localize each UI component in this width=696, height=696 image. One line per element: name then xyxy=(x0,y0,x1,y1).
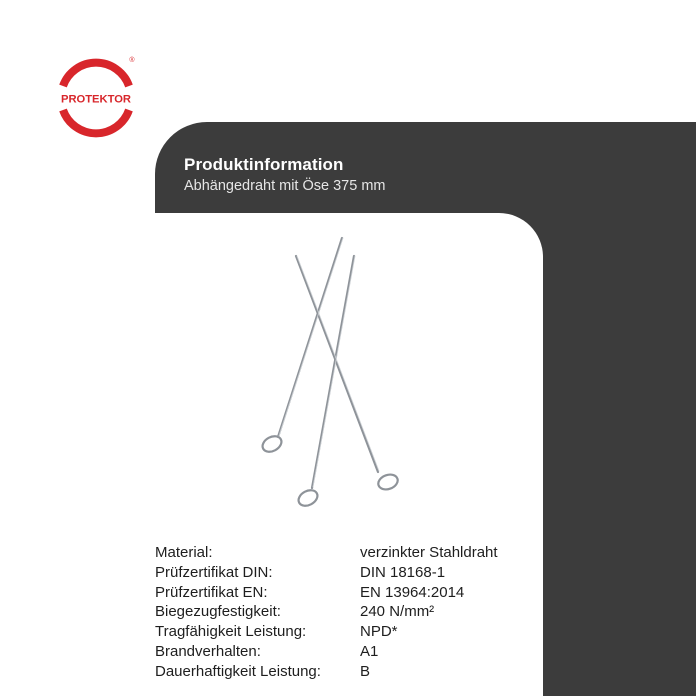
spec-value: verzinkter Stahldraht xyxy=(360,544,498,561)
spec-value: 240 N/mm² xyxy=(360,603,435,621)
registered-mark: ® xyxy=(129,57,135,64)
spec-row xyxy=(155,622,498,642)
product-name: Abhängedraht mit Öse 375 mm xyxy=(184,178,386,194)
spec-value: DIN 18168-1 xyxy=(360,563,446,581)
page-title: Produktinformation xyxy=(184,155,344,174)
spec-row xyxy=(155,662,498,682)
spec-row xyxy=(155,583,498,603)
spec-value: B xyxy=(360,662,371,680)
logo-text: PROTEKTOR xyxy=(60,93,132,106)
spec-value: A1 xyxy=(360,642,379,660)
protektor-logo xyxy=(50,52,142,144)
spec-label: Dauerhaftigkeit Leistung: xyxy=(155,662,321,680)
spec-label: Biegezugfestigkeit: xyxy=(155,603,281,621)
spec-row xyxy=(155,642,498,662)
spec-label: Material: xyxy=(155,544,213,561)
spec-table xyxy=(155,543,498,682)
spec-label: Prüfzertifikat DIN: xyxy=(155,563,273,581)
spec-label: Tragfähigkeit Leistung: xyxy=(155,623,307,641)
spec-label: Prüfzertifikat EN: xyxy=(155,583,268,601)
spec-row xyxy=(155,543,498,563)
spec-row xyxy=(155,602,498,622)
spec-value: NPD* xyxy=(360,623,398,641)
spec-label: Brandverhalten: xyxy=(155,642,261,660)
wire-hanger-image xyxy=(250,232,410,522)
spec-row xyxy=(155,563,498,583)
spec-value: EN 13964:2014 xyxy=(360,583,465,601)
